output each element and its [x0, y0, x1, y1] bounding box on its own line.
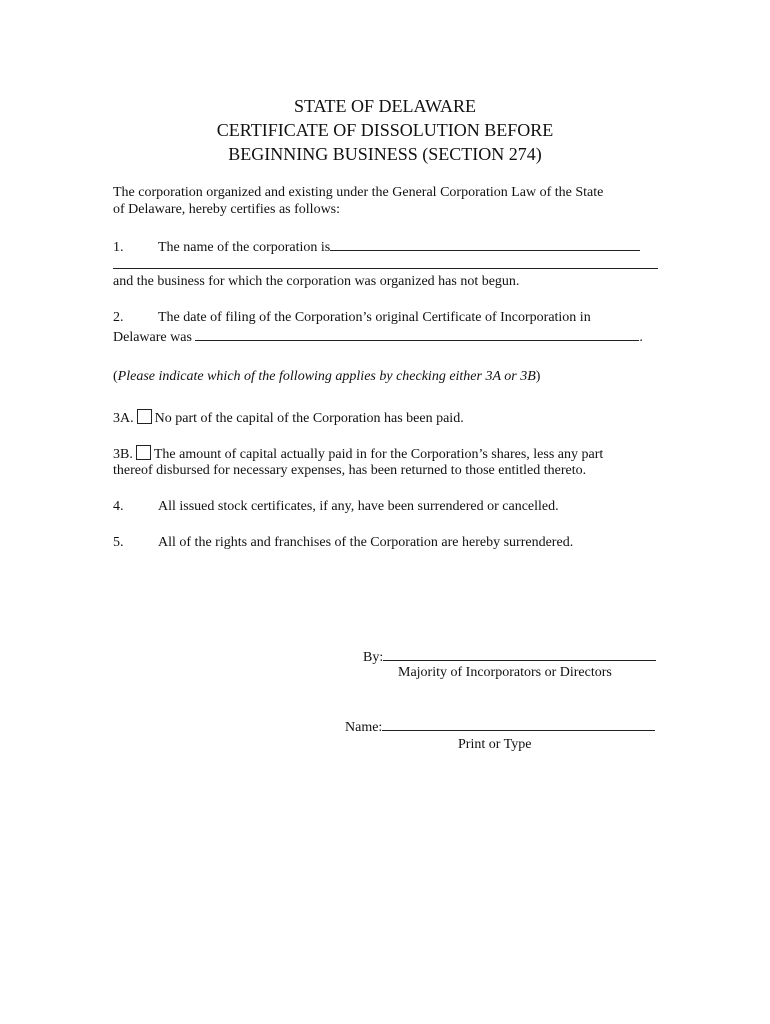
- item-1-text: The name of the corporation is: [158, 240, 331, 255]
- instruction-open-paren: (: [113, 369, 118, 384]
- item-3a-label: 3A.: [113, 411, 134, 426]
- by-signature-field[interactable]: [383, 647, 656, 661]
- corporation-name-field-line-2[interactable]: [113, 268, 658, 269]
- title-line-3: BEGINNING BUSINESS (SECTION 274): [228, 144, 542, 164]
- intro-line-1: The corporation organized and existing under the General Corporation Law of the State: [113, 185, 604, 200]
- item-2: [113, 309, 591, 326]
- item-5-text: All of the rights and franchises of the Corporation are hereby surrendered.: [158, 535, 574, 550]
- instruction-close-paren: ): [535, 369, 541, 384]
- item-3a-text: No part of the capital of the Corporation has been paid.: [154, 411, 464, 426]
- item-1-continuation: and the business for which the corporation was organized has not begun.: [113, 274, 520, 289]
- item-1: [113, 237, 640, 256]
- item-5: [113, 534, 573, 551]
- title-line-1: STATE OF DELAWARE: [293, 96, 477, 116]
- by-caption: Majority of Incorporators or Directors: [398, 665, 612, 680]
- name-signature-row: [345, 717, 655, 736]
- item-5-number: 5.: [113, 535, 124, 550]
- item-1-number: 1.: [113, 240, 124, 255]
- item-2-period: .: [639, 330, 643, 345]
- document-title: [0, 94, 770, 166]
- item-3b-checkbox[interactable]: [136, 445, 151, 460]
- intro-paragraph: [113, 184, 603, 218]
- item-4-text: All issued stock certificates, if any, have been surrendered or cancelled.: [158, 499, 559, 514]
- instruction-italic: Please indicate which of the following applies by checking either 3A or 3B: [117, 369, 536, 384]
- filing-date-field[interactable]: [195, 327, 639, 341]
- item-3b-label: 3B.: [113, 447, 133, 462]
- name-caption: Print or Type: [458, 737, 532, 752]
- item-3a: [113, 409, 464, 427]
- item-3b: [113, 445, 603, 463]
- item-3a-checkbox[interactable]: [137, 409, 152, 424]
- title-line-2: CERTIFICATE OF DISSOLUTION BEFORE: [216, 120, 554, 140]
- item-4: [113, 498, 559, 515]
- by-label: By:: [363, 650, 384, 665]
- name-label: Name:: [345, 720, 383, 735]
- item-3b-continuation: thereof disbursed for necessary expenses, has been returned to those entitled thereto.: [113, 463, 587, 478]
- item-3b-text: The amount of capital actually paid in for the Corporation’s shares, less any part: [153, 447, 604, 462]
- item-2-continuation: [113, 327, 643, 346]
- instruction-text: [113, 368, 540, 385]
- corporation-name-field[interactable]: [330, 237, 640, 251]
- item-4-number: 4.: [113, 499, 124, 514]
- item-2-number: 2.: [113, 310, 124, 325]
- item-2-text: The date of filing of the Corporation’s original Certificate of Incorporation in: [158, 310, 591, 325]
- name-print-field[interactable]: [382, 717, 655, 731]
- item-2-cont-text: Delaware was: [113, 330, 192, 345]
- intro-line-2: of Delaware, hereby certifies as follows:: [113, 202, 341, 217]
